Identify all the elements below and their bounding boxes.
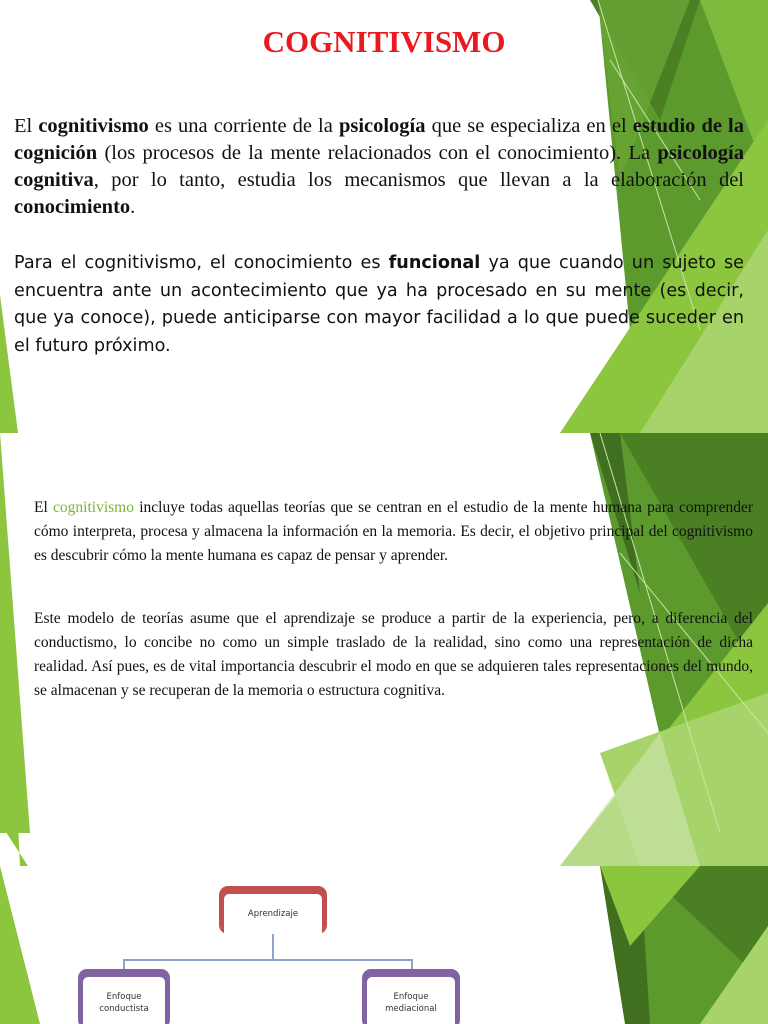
cognitivismo-link[interactable]: cognitivismo (53, 499, 140, 516)
diagram-right-label: Enfoque mediacional (367, 977, 455, 1024)
page-title: COGNITIVISMO (262, 24, 506, 59)
diagram-left-node (78, 969, 170, 1024)
diagram-root-label: Aprendizaje (224, 894, 322, 934)
cognitivism-paragraph: El cognitivismo incluye todas aquellas teorías que se centran en el estudio de la mente humana para comprender cómo interpreta, procesa y almacena la información en la memoria. Es decir, el objetivo principal del cognitivismo es descubrir cómo la mente humana es capaz de pensar y aprender. (34, 499, 754, 564)
diagram-connector (272, 934, 274, 960)
definition-paragraph: El cognitivismo es una corriente de la psicología que se especializa en el estudio de la cognición (los procesos de la mente relacionados con el conocimiento). La psicología cognitiva, por lo tanto, estudia los mecanismos que llevan a la elaboración del conocimiento. (14, 115, 744, 218)
learning-model-paragraph: Este modelo de teorías asume que el aprendizaje se produce a partir de la experiencia, pero, a diferencia del conductismo, lo concibe no como un simple traslado de la realidad, sino como una representación de dicha realidad. Así pues, es de vital importancia descubrir el modo en que se adquieren tales representaciones del mundo, se almacenan y se recuperan de la memoria o estructura cognitiva. (34, 610, 753, 699)
diagram-connector (123, 959, 413, 961)
slide-1 (0, 0, 768, 433)
diagram-right-node (362, 969, 460, 1024)
functional-knowledge-paragraph: Para el cognitivismo, el conocimiento es funcional ya que cuando un sujeto se encuentra ante un acontecimiento que ya ha procesado en su mente (es decir, que ya conoce), puede anticiparse con mayor facilidad a lo que puede suceder en el futuro próximo. (14, 253, 744, 356)
diagram-root-node (219, 886, 327, 934)
slide-2 (0, 433, 768, 866)
diagram-left-label: Enfoque conductista (83, 977, 165, 1024)
slide-3 (0, 866, 768, 1024)
